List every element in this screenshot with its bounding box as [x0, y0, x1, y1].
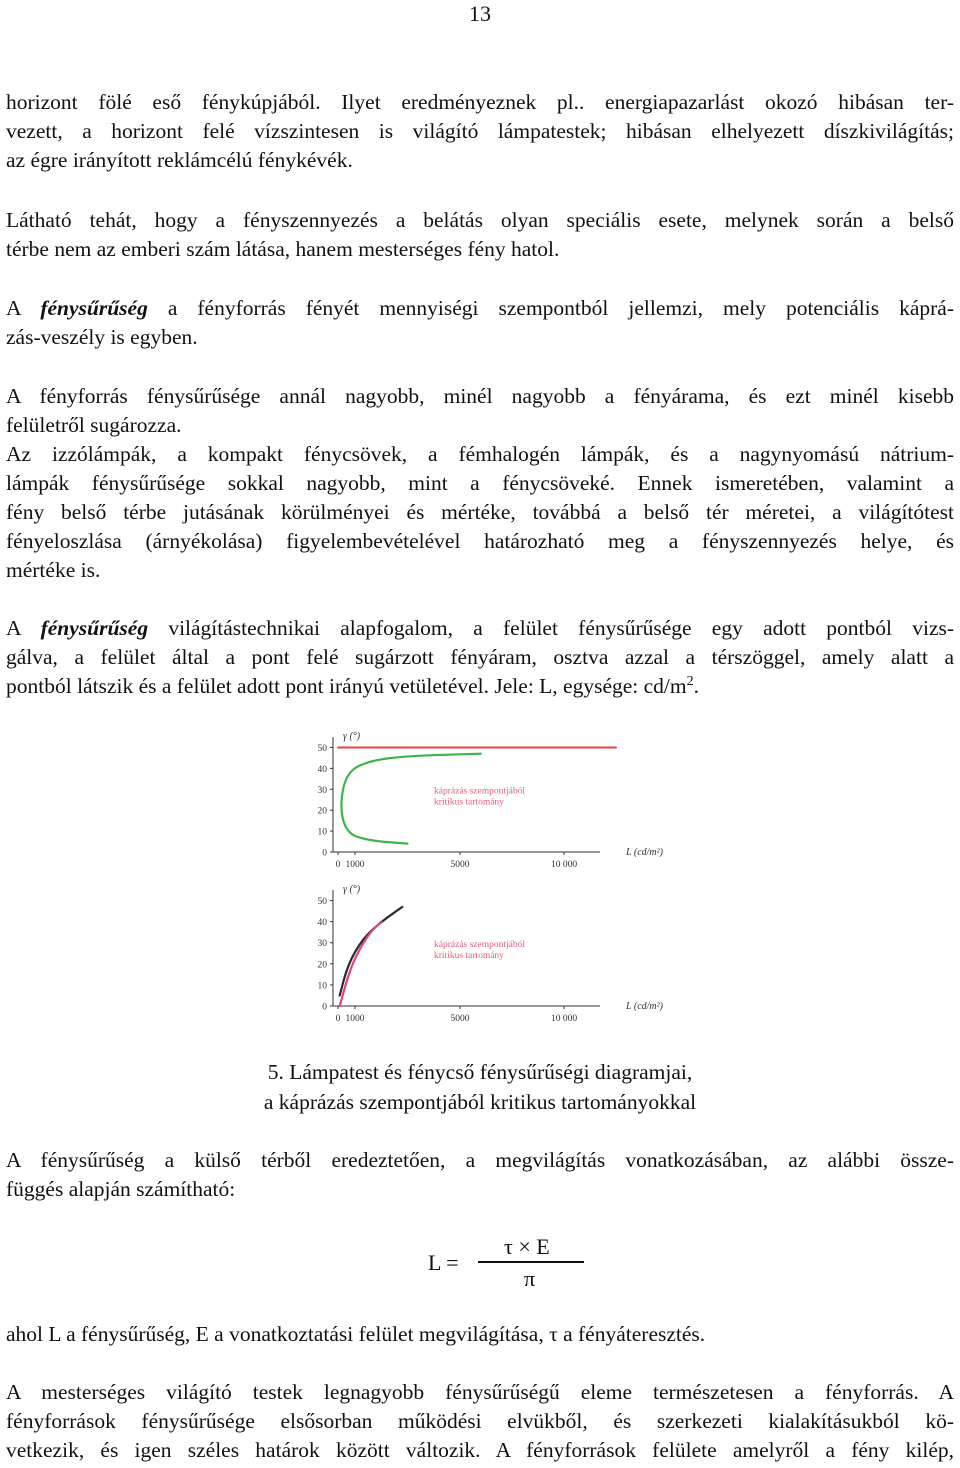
text-line: fény belső térbe jutásának körülményei és mértéke, továbbá a belső tér méretei, a világítótest	[6, 500, 954, 524]
luminance-curve-upper	[340, 907, 403, 996]
y-tick-label: 50	[317, 743, 327, 754]
critical-region-label: káprázás szempontjából	[434, 786, 526, 797]
text-line: A fényforrás fénysűrűsége annál nagyobb, minél nagyobb a fényárama, és ezt minél kisebb	[6, 384, 954, 408]
luminance-diagrams-figure	[0, 722, 960, 1042]
formula-lhs: L =	[428, 1250, 459, 1275]
critical-region-label: káprázás szempontjából	[434, 939, 526, 950]
x-tick-label: 10 000	[550, 1014, 578, 1024]
diagram-lamp-housing	[318, 731, 664, 870]
text-line: függés alapján számítható:	[6, 1177, 236, 1201]
text-line: A mesterséges világító testek legnagyobb fénysűrűségű eleme természetesen a fényforrás. A	[6, 1380, 954, 1404]
text-line: fényforrások fénysűrűsége elsősorban működési elvükből, és szerkezeti kialakításukból kö-	[6, 1409, 954, 1433]
y-tick-label: 30	[317, 785, 327, 796]
paragraph-3	[6, 294, 954, 352]
y-tick-label: 40	[317, 918, 327, 929]
y-tick-label: 50	[317, 897, 327, 908]
y-tick-label: 40	[317, 764, 327, 775]
x-tick-label: 5000	[450, 860, 470, 870]
text-line: horizont fölé eső fénykúpjából. Ilyet eredményeznek pl.. energiapazarlást okozó hibásan ter-	[6, 90, 954, 114]
text-line: vetkezik, és igen széles határok között változik. A fényforrások felülete amelyről a fény kilép,	[6, 1438, 954, 1462]
text-fragment: világítástechnikai alapfogalom, a felület fénysűrűsége egy adott pontból vizs-	[148, 616, 955, 640]
text-line: felületről sugározza.	[6, 413, 182, 437]
y-tick-label: 0	[322, 1002, 327, 1013]
text-fragment: A	[6, 296, 41, 320]
figure-caption-line2: a káprázás szempontjából kritikus tartományokkal	[263, 1090, 697, 1114]
text-line: fényeloszlása (árnyékolása) figyelembevételével határozható meg a fényszennyezés helye, és	[6, 529, 954, 553]
x-tick-label: 0	[335, 1014, 341, 1024]
paragraph-1	[6, 88, 954, 175]
superscript: 2	[686, 673, 694, 689]
luminance-formula	[0, 1232, 960, 1302]
fraction-bar	[478, 1261, 584, 1263]
paragraph-5	[6, 614, 954, 701]
text-fragment: pontból látszik és a felület adott pont irányú vetületével. Jele: L, egysége: cd/m	[6, 674, 687, 698]
y-tick-label: 20	[317, 960, 327, 971]
critical-region-label: kritikus tartomány	[434, 950, 504, 961]
y-tick-label: 10	[317, 827, 327, 838]
text-fragment: .	[693, 674, 700, 698]
x-tick-label: 10 000	[550, 860, 578, 870]
figure-caption-line1: 5. Lámpatest és fénycső fénysűrűségi diagramjai,	[267, 1060, 693, 1084]
y-axis-label: γ (°)	[343, 884, 361, 895]
text-line: vezett, a horizont felé vízszintesen is világító lámpatestek; hibásan elhelyezett díszkivilágítás;	[6, 119, 954, 143]
y-tick-label: 20	[317, 806, 327, 817]
paragraph-2	[6, 206, 954, 264]
text-line	[6, 614, 954, 643]
formula-denominator: π	[524, 1266, 536, 1291]
text-line: gálva, a felület által a pont felé sugárzott fényáram, osztva azzal a térszöggel, amely alatt a	[6, 645, 954, 669]
x-axis-label: L (cd/m²)	[626, 847, 663, 858]
text-line: térbe nem az emberi szám látása, hanem mesterséges fény hatol.	[6, 237, 560, 261]
term-luminance: fénysűrűség	[40, 296, 148, 320]
page-number: 13	[469, 1, 491, 26]
y-tick-label: 0	[322, 848, 327, 859]
paragraph-6	[6, 1146, 954, 1204]
text-fragment: A	[6, 616, 41, 640]
x-axis-label: L (cd/m²)	[626, 1001, 663, 1012]
x-tick-label: 5000	[450, 1014, 470, 1024]
luminance-curve-lower	[340, 922, 382, 1006]
x-tick-label: 0	[335, 860, 341, 870]
text-line	[6, 294, 954, 323]
text-line: zás-veszély is egyben.	[6, 325, 198, 349]
term-luminance: fénysűrűség	[40, 616, 149, 640]
paragraph-8	[6, 1378, 954, 1465]
formula-numerator: τ × E	[504, 1234, 550, 1259]
y-tick-label: 10	[317, 981, 327, 992]
critical-region-label: kritikus tartomány	[434, 797, 504, 808]
text-line: mértéke is.	[6, 558, 101, 582]
text-line: Az izzólámpák, a kompakt fénycsövek, a fémhalogén lámpák, és a nagynyomású nátrium-	[6, 442, 954, 466]
text-fragment: a fényforrás fényét mennyiségi szempontból jellemzi, mely potenciális káprá-	[147, 296, 954, 320]
text-line: lámpák fénysűrűsége sokkal nagyobb, mint a fénycsöveké. Ennek ismeretében, valamint a	[6, 471, 954, 495]
y-tick-label: 30	[317, 939, 327, 950]
paragraph-4	[6, 382, 954, 585]
diagram-fluorescent-tube	[318, 884, 664, 1024]
text-line: Látható tehát, hogy a fényszennyezés a belátás olyan speciális esete, melynek során a belső	[6, 208, 954, 232]
text-line: az égre irányított reklámcélú fénykévék.	[6, 148, 353, 172]
y-axis-label: γ (°)	[343, 731, 361, 742]
text-line: A fénysűrűség a külső térből eredeztetően, a megvilágítás vonatkozásában, az alábbi össze-	[6, 1148, 954, 1172]
paragraph-7	[6, 1320, 954, 1349]
text-line	[6, 672, 954, 701]
x-tick-label: 1000	[345, 860, 365, 870]
text-line: ahol L a fénysűrűség, E a vonatkoztatási felület megvilágítása, τ a fényáteresztés.	[6, 1322, 706, 1346]
x-tick-label: 1000	[345, 1014, 365, 1024]
